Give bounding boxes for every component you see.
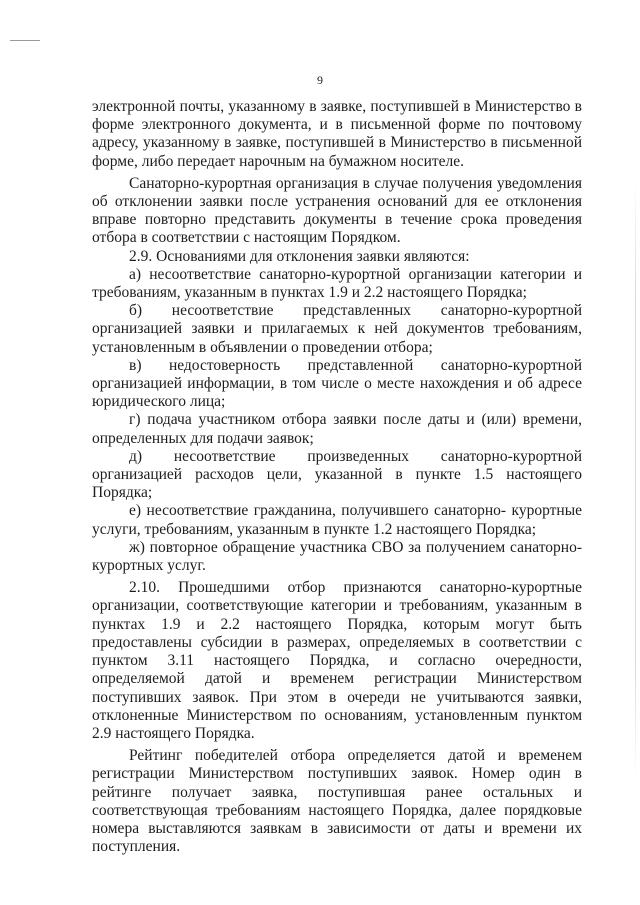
clause-2-9-item-f: е) несоответствие гражданина, получившего санаторно- курортные услуги, требованиям, указанным в пункте 1.2 настоящего Порядка;	[92, 502, 582, 538]
document-body	[92, 98, 582, 856]
paragraph-rating: Рейтинг победителей отбора определяется датой и временем регистрации Министерством поступивших заявок. Номер один в рейтинге получает заявка, поступившая ранее остальных и соответствующая требованиям настоящего Порядка, далее порядковые номера выставляются заявкам в зависимости от даты и времени их поступления.	[92, 747, 582, 856]
clause-2-9-item-d: г) подача участником отбора заявки после даты и (или) времени, определенных для подачи заявок;	[92, 411, 582, 447]
clause-2-9-item-c: в) недостоверность представленной санаторно-курортной организацией информации, в том числе о месте нахождения и об адресе юридического лица;	[92, 356, 582, 411]
page-number: 9	[317, 73, 323, 87]
paragraph-continuation: электронной почты, указанному в заявке, поступившей в Министерство в форме электронного документа, и в письменной форме по почтовому адресу, указанному в заявке, поступившей в Министерство в письменной форме, либо передает нарочным на бумажном носителе.	[92, 98, 582, 170]
clause-2-9-item-e: д) несоответствие произведенных санаторно-курортной организацией расходов цели, указанной в пункте 1.5 настоящего Порядка;	[92, 447, 582, 502]
paragraph-resubmission: Санаторно-курортная организация в случае получения уведомления об отклонении заявки после устранения оснований для ее отклонения вправе повторно представить документы в течение срока проведения отбора в соответствии с настоящим Порядком.	[92, 174, 582, 247]
clause-2-9-item-a: а) несоответствие санаторно-курортной организации категории и требованиям, указанным в пунктах 1.9 и 2.2 настоящего Порядка;	[92, 265, 582, 302]
clause-2-9-item-g: ж) повторное обращение участника СВО за получением санаторно-курортных услуг.	[92, 538, 582, 575]
clause-2-9-heading: 2.9. Основаниями для отклонения заявки являются:	[129, 247, 470, 265]
scan-shadow	[635, 180, 636, 780]
clause-2-9-item-b: б) несоответствие представленных санаторно-курортной организацией заявки и прилагаемых к ней документов требованиям, установленным в объявлении о проведении отбора;	[92, 302, 582, 356]
scan-edge-mark	[10, 40, 40, 41]
clause-2-10: 2.10. Прошедшими отбор признаются санаторно-курортные организации, соответствующие категории и требованиям, указанным в пунктах 1.9 и 2.2 настоящего Порядка, которым могут быть предоставлены субсидии в размерах, определяемых в соответствии с пунктом 3.11 настоящего Порядка, и согласно очередности, определяемой датой и временем регистрации Министерством поступивших заявок. При этом в очереди не учитываются заявки, отклоненные Министерством по основаниям, установленным пунктом 2.9 настоящего Порядка.	[92, 579, 582, 742]
